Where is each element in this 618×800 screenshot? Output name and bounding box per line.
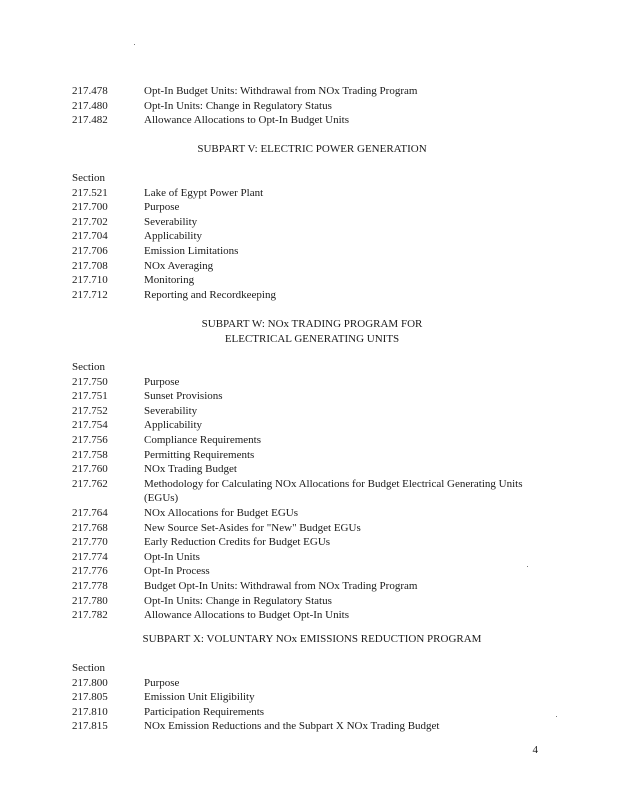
section-number: 217.704 (72, 230, 108, 243)
toc-entry (72, 229, 552, 244)
section-title: Opt-In Units (144, 550, 200, 563)
section-number: 217.800 (72, 676, 108, 689)
continuation-list (72, 84, 552, 128)
section-number: 217.754 (72, 419, 108, 432)
section-title: Purpose (144, 375, 180, 388)
section-number: 217.521 (72, 186, 108, 199)
toc-entry (72, 564, 552, 579)
toc-entry (72, 448, 552, 463)
section-number: 217.776 (72, 565, 108, 578)
section-title: Severability (144, 404, 198, 417)
toc-entry (72, 550, 552, 565)
subpart-w-section-label: Section (72, 361, 105, 373)
section-number: 217.805 (72, 691, 108, 704)
subpart-v-list (72, 186, 552, 303)
section-title: Reporting and Recordkeeping (144, 288, 276, 301)
section-number: 217.706 (72, 244, 108, 257)
section-title: NOx Averaging (144, 259, 214, 272)
toc-entry (72, 719, 552, 734)
section-number: 217.760 (72, 463, 108, 476)
subpart-w-heading-line1: SUBPART W: NOx TRADING PROGRAM FOR (201, 318, 423, 330)
toc-entry (72, 433, 552, 448)
section-number: 217.756 (72, 433, 108, 446)
section-number: 217.750 (72, 375, 108, 388)
toc-entry (72, 462, 552, 477)
section-title: Applicability (144, 419, 203, 432)
subpart-w-heading-line2: ELECTRICAL GENERATING UNITS (224, 332, 400, 345)
section-title: Lake of Egypt Power Plant (144, 186, 264, 199)
section-title: Emission Limitations (144, 244, 239, 257)
section-number: 217.764 (72, 506, 108, 519)
section-number: 217.478 (72, 85, 108, 97)
section-number: 217.780 (72, 594, 108, 607)
section-number: 217.782 (72, 609, 108, 622)
toc-entry (72, 676, 552, 691)
subpart-x-section-label: Section (72, 662, 105, 674)
toc-entry (72, 389, 552, 404)
section-number: 217.762 (72, 477, 108, 490)
toc-entry (72, 186, 552, 201)
section-number: 217.700 (72, 201, 108, 214)
toc-entry (72, 99, 552, 114)
section-title: Budget Opt-In Units: Withdrawal from NOx Trading Program (144, 579, 418, 592)
section-title: Methodology for Calculating NOx Allocations for Budget Electrical Generating Units (EGUs) (144, 477, 523, 505)
toc-entry (72, 404, 552, 419)
section-number: 217.480 (72, 99, 108, 112)
section-title: New Source Set-Asides for "New" Budget EGUs (144, 521, 361, 534)
section-title: Opt-In Units: Change in Regulatory Status (144, 99, 332, 112)
section-title: Emission Unit Eligibility (144, 691, 255, 704)
section-title: Severability (144, 215, 198, 228)
section-title: Allowance Allocations to Opt-In Budget Units (144, 114, 349, 127)
scan-speck (134, 44, 135, 45)
section-title: Purpose (144, 676, 180, 689)
section-title: Opt-In Units: Change in Regulatory Status (144, 594, 332, 607)
toc-entry (72, 535, 552, 550)
section-title: Compliance Requirements (144, 433, 261, 446)
section-number: 217.770 (72, 536, 108, 549)
toc-entry (72, 594, 552, 609)
section-title: Permitting Requirements (144, 448, 255, 461)
section-number: 217.815 (72, 720, 108, 733)
toc-entry (72, 259, 552, 274)
subpart-w-list (72, 375, 552, 623)
section-number: 217.712 (72, 288, 108, 301)
section-title: NOx Emission Reductions and the Subpart X NOx Trading Budget (144, 720, 440, 733)
toc-entry (72, 579, 552, 594)
section-title: Purpose (144, 201, 180, 214)
section-number: 217.708 (72, 259, 108, 272)
toc-entry (72, 375, 552, 390)
toc-entry (72, 477, 552, 506)
section-number: 217.751 (72, 390, 108, 403)
page-number: 4 (532, 744, 538, 756)
subpart-w-heading (72, 317, 552, 346)
subpart-x-heading: SUBPART X: VOLUNTARY NOx EMISSIONS REDUCTION PROGRAM (142, 633, 482, 645)
section-number: 217.774 (72, 550, 108, 563)
section-number: 217.710 (72, 274, 108, 287)
section-title: Opt-In Budget Units: Withdrawal from NOx Trading Program (144, 85, 418, 97)
subpart-v-section-label: Section (72, 172, 105, 184)
toc-entry (72, 288, 552, 303)
toc-entry (72, 273, 552, 288)
section-title: Allowance Allocations to Budget Opt-In Units (144, 609, 349, 622)
scan-speck (556, 716, 557, 717)
toc-entry (72, 84, 552, 99)
section-number: 217.810 (72, 705, 108, 718)
section-title: Monitoring (144, 274, 195, 287)
section-title: NOx Trading Budget (144, 463, 237, 476)
section-title: Applicability (144, 230, 203, 243)
toc-entry (72, 705, 552, 720)
toc-entry (72, 244, 552, 259)
subpart-v-heading: SUBPART V: ELECTRIC POWER GENERATION (197, 143, 427, 155)
toc-entry (72, 215, 552, 230)
section-title: NOx Allocations for Budget EGUs (144, 506, 298, 519)
section-number: 217.752 (72, 404, 108, 417)
toc-entry (72, 113, 552, 128)
section-number: 217.758 (72, 448, 108, 461)
toc-entry (72, 521, 552, 536)
toc-entry (72, 690, 552, 705)
section-title: Sunset Provisions (144, 390, 223, 403)
section-number: 217.482 (72, 114, 108, 127)
toc-entry (72, 506, 552, 521)
toc-entry (72, 200, 552, 215)
section-number: 217.778 (72, 579, 108, 592)
section-number: 217.702 (72, 215, 108, 228)
section-number: 217.768 (72, 521, 108, 534)
section-title: Opt-In Process (144, 565, 210, 578)
toc-entry (72, 608, 552, 623)
section-title: Early Reduction Credits for Budget EGUs (144, 536, 331, 549)
subpart-x-list (72, 676, 552, 734)
toc-entry (72, 418, 552, 433)
section-title: Participation Requirements (144, 705, 265, 718)
